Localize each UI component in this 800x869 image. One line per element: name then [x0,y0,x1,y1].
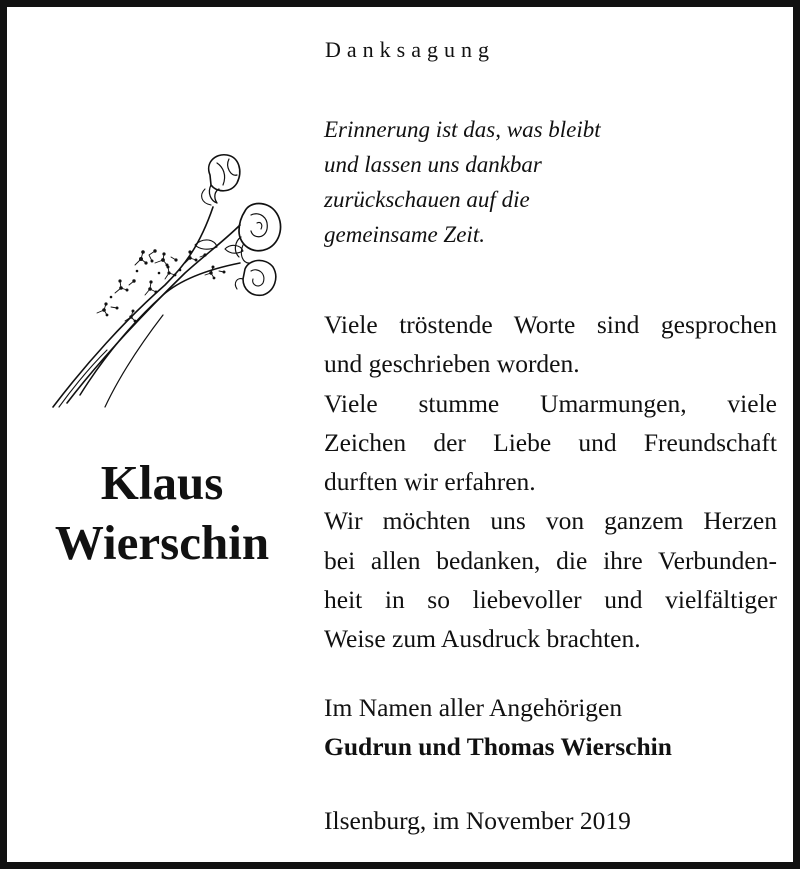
body-line: heit in so liebevoller und vielfältiger [324,585,777,615]
roses-sketch-icon [45,145,285,415]
closing-line: Im Namen aller Angehörigen [324,693,623,722]
body-line: Viele tröstende Worte sind gesprochen [324,310,777,339]
deceased-first-name: Klaus [100,455,224,510]
notice-heading: Danksagung [325,37,495,62]
body-line: durften wir erfahren. [324,467,536,497]
poem-line: zurückschauen auf die [324,187,530,212]
body-line: Zeichen der Liebe und Freundschaft [324,427,777,457]
thank-you-text [324,305,777,659]
body-line: Wir möchten uns von ganzem Herzen [324,506,777,536]
body-line: und geschrieben worden. [324,349,580,379]
closing-block [324,688,672,766]
place-and-date: Ilsenburg, im November 2019 [324,806,631,835]
deceased-last-name: Wierschin [54,515,270,570]
body-line: bei allen bedanken, die ihre Verbunden- [324,545,777,575]
poem-line: Erinnerung ist das, was bleibt [324,117,601,142]
deceased-name [7,453,317,573]
mourner-names: Gudrun und Thomas Wierschin [324,732,672,761]
poem-line: gemeinsame Zeit. [324,222,485,247]
body-line: Weise zum Ausdruck brachten. [324,624,641,654]
poem-quote [324,112,601,252]
body-line: Viele stumme Umarmungen, viele [324,388,777,418]
poem-line: und lassen uns dankbar [324,152,542,177]
